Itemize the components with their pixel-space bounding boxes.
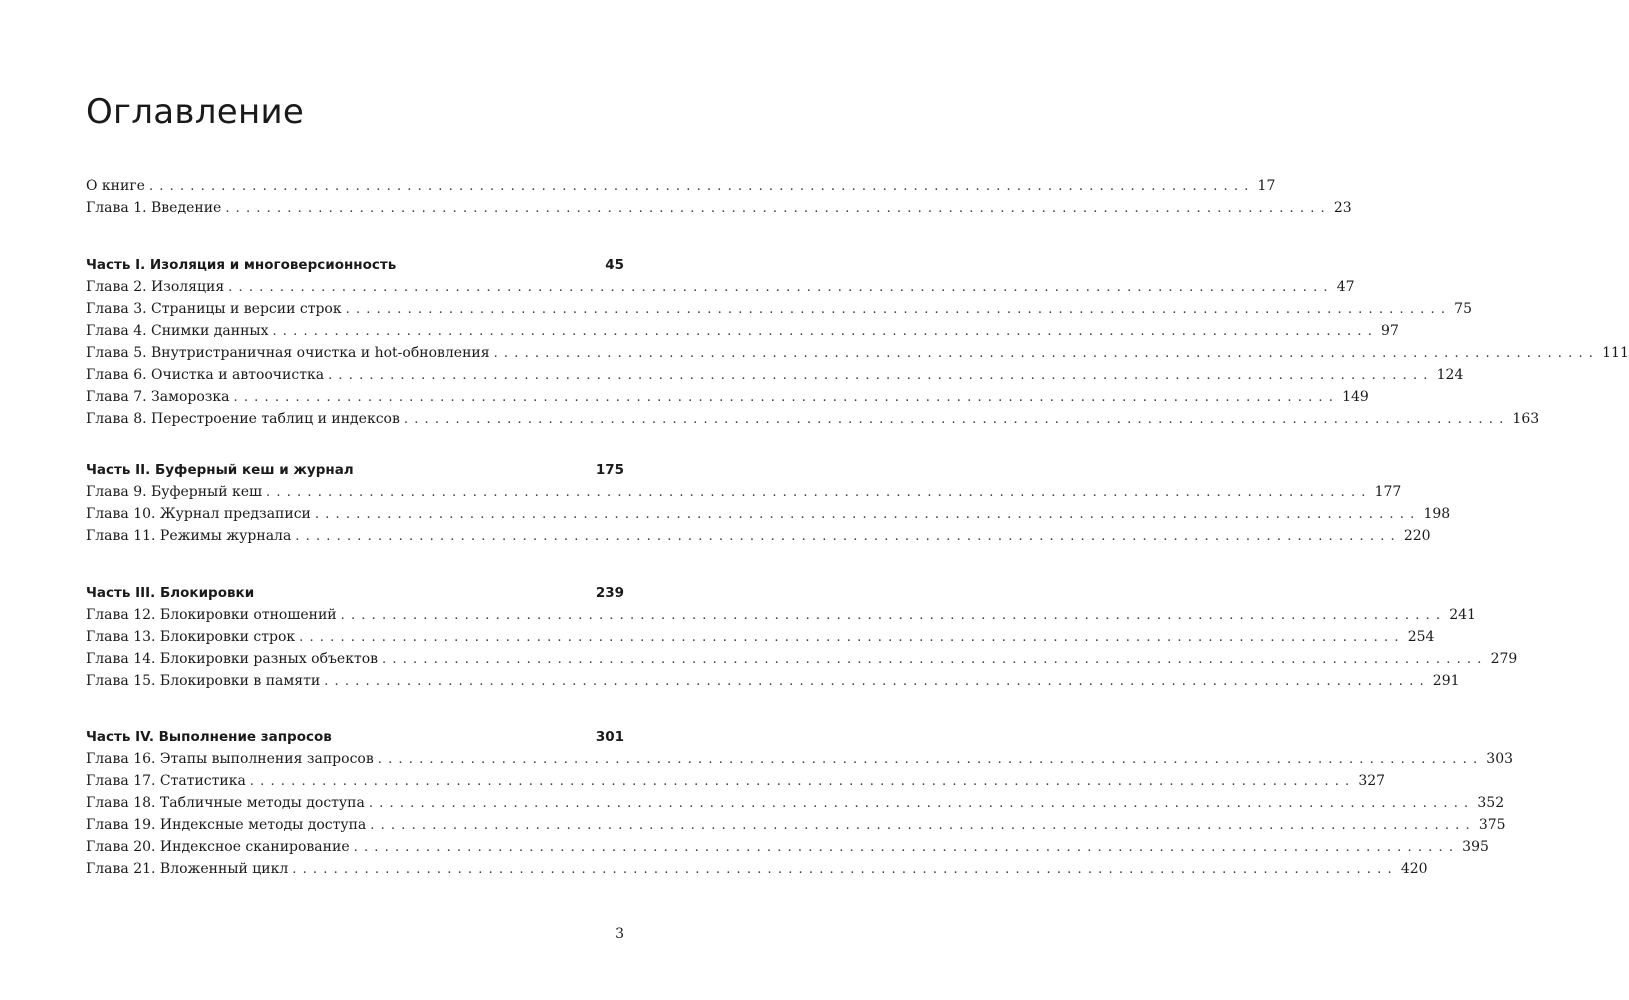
dot-leader: ........................................................................................................... <box>228 280 1334 295</box>
toc-entry[interactable] <box>86 670 1460 692</box>
toc-entry[interactable] <box>86 342 1629 364</box>
toc-entry[interactable] <box>86 792 1505 814</box>
toc-entry-page: 420 <box>1400 861 1428 877</box>
toc-entry-label: Глава 6. Очистка и автоочистка <box>86 367 325 383</box>
toc-entry-label: Глава 8. Перестроение таблиц и индексов <box>86 411 400 427</box>
toc-part-title: Часть I. Изоляция и многоверсионность <box>86 257 397 273</box>
toc-entry-label: Глава 17. Статистика <box>86 773 246 789</box>
toc-entry-page: 254 <box>1407 629 1435 645</box>
toc-entry-label: Глава 15. Блокировки в памяти <box>86 673 321 689</box>
toc-part-3 <box>86 582 1518 692</box>
toc-entry-page: 352 <box>1477 795 1505 811</box>
toc-entry[interactable] <box>86 604 1476 626</box>
dot-leader: ........................................................................................................... <box>328 368 1434 383</box>
toc-entry[interactable] <box>86 836 1489 858</box>
dot-leader: ........................................................................................................... <box>340 608 1447 623</box>
dot-leader: ........................................................................................................... <box>370 818 1476 833</box>
toc-entry-page: 395 <box>1462 839 1489 855</box>
dot-leader: ........................................................................................................... <box>324 674 1430 689</box>
toc-part-heading[interactable] <box>86 726 624 748</box>
toc-entry[interactable] <box>86 814 1506 836</box>
toc-entry-label: Глава 10. Журнал предзаписи <box>86 506 311 522</box>
toc-part-heading[interactable] <box>86 582 624 604</box>
toc-entry-page: 241 <box>1449 607 1476 623</box>
toc-entry[interactable] <box>86 748 1514 770</box>
dot-leader: ........................................................................................................... <box>225 201 1331 216</box>
dot-leader: ........................................................................................................... <box>295 529 1401 544</box>
toc-entry[interactable] <box>86 276 1355 298</box>
toc-entry-label: Глава 2. Изоляция <box>86 279 225 295</box>
toc-entry-page: 303 <box>1486 751 1514 767</box>
toc-entry-page: 279 <box>1490 651 1518 667</box>
toc-entry-label: Глава 12. Блокировки отношений <box>86 607 337 623</box>
toc-entry[interactable] <box>86 626 1435 648</box>
toc-entry-page: 220 <box>1403 528 1431 544</box>
toc-entry-page: 124 <box>1436 367 1464 383</box>
dot-leader: ........................................................................................................... <box>382 652 1488 667</box>
dot-leader: ........................................................................................................... <box>493 346 1600 361</box>
toc-entry[interactable] <box>86 386 1369 408</box>
dot-leader: ........................................................................................................... <box>292 862 1398 877</box>
toc-part-title: Часть IV. Выполнение запросов <box>86 729 332 745</box>
toc-entry-page: 75 <box>1454 301 1472 317</box>
toc-entry-label: Глава 5. Внутристраничная очистка и hot-обновления <box>86 345 490 361</box>
toc-entry[interactable] <box>86 525 1431 547</box>
toc-entry-page: 111 <box>1602 345 1629 361</box>
toc-entry-page: 177 <box>1374 484 1402 500</box>
toc-entry[interactable] <box>86 770 1386 792</box>
dot-leader: ........................................................................................................... <box>299 630 1405 645</box>
dot-leader: ........................................................................................................... <box>345 302 1452 317</box>
dot-leader: ........................................................................................................... <box>249 774 1356 789</box>
toc-entry[interactable] <box>86 648 1518 670</box>
dot-leader: ........................................................................................................... <box>233 390 1340 405</box>
toc-entry-label: Глава 3. Страницы и версии строк <box>86 301 342 317</box>
toc-part-page: 45 <box>605 257 624 273</box>
toc-entry-label: О книге <box>86 178 145 194</box>
toc-entry[interactable] <box>86 408 1540 430</box>
toc-entry[interactable] <box>86 858 1428 880</box>
toc-entry-page: 17 <box>1257 178 1276 194</box>
toc-entry[interactable] <box>86 503 1451 525</box>
toc-entry-label: Глава 14. Блокировки разных объектов <box>86 651 379 667</box>
toc-entry-page: 327 <box>1358 773 1386 789</box>
toc-entry-page: 23 <box>1333 200 1352 216</box>
dot-leader: ........................................................................................................... <box>368 796 1475 811</box>
toc-entry-label: Глава 16. Этапы выполнения запросов <box>86 751 374 767</box>
toc-entry-label: Глава 1. Введение <box>86 200 222 216</box>
toc-entry-page: 291 <box>1432 673 1460 689</box>
toc-entry[interactable] <box>86 481 1402 503</box>
dot-leader: ........................................................................................................... <box>266 485 1372 500</box>
dot-leader: ........................................................................................................... <box>353 840 1460 855</box>
toc-entry-page: 163 <box>1512 411 1540 427</box>
dot-leader: ........................................................................................................... <box>148 179 1255 194</box>
toc-entry-label: Глава 7. Заморозка <box>86 389 230 405</box>
toc-entry[interactable] <box>86 197 1352 219</box>
toc-entry-label: Глава 18. Табличные методы доступа <box>86 795 365 811</box>
toc-part-title: Часть II. Буферный кеш и журнал <box>86 462 354 478</box>
toc-entry[interactable] <box>86 175 1276 197</box>
toc-entry[interactable] <box>86 320 1399 342</box>
page-number: 3 <box>615 926 624 942</box>
toc-entry-label: Глава 20. Индексное сканирование <box>86 839 350 855</box>
toc-part-page: 301 <box>595 729 624 745</box>
toc-part-4 <box>86 726 1514 880</box>
dot-leader: ........................................................................................................... <box>314 507 1421 522</box>
toc-part-heading[interactable] <box>86 459 624 481</box>
toc-entry-label: Глава 21. Вложенный цикл <box>86 861 289 877</box>
toc-entry-page: 149 <box>1342 389 1369 405</box>
toc-entry-page: 375 <box>1478 817 1506 833</box>
dot-leader: ........................................................................................................... <box>377 752 1484 767</box>
toc-part-2 <box>86 459 1451 547</box>
toc-part-page: 175 <box>595 462 624 478</box>
toc-entry-label: Глава 13. Блокировки строк <box>86 629 296 645</box>
dot-leader: ........................................................................................................... <box>272 324 1379 339</box>
toc-part-page: 239 <box>595 585 624 601</box>
toc-intro <box>86 175 1352 219</box>
dot-leader: ........................................................................................................... <box>403 412 1510 427</box>
toc-entry-label: Глава 9. Буферный кеш <box>86 484 263 500</box>
toc-entry-label: Глава 4. Снимки данных <box>86 323 269 339</box>
toc-entry-page: 198 <box>1423 506 1451 522</box>
toc-part-title: Часть III. Блокировки <box>86 585 255 601</box>
toc-entry-label: Глава 19. Индексные методы доступа <box>86 817 367 833</box>
toc-entry-page: 97 <box>1381 323 1399 339</box>
toc-part-heading[interactable] <box>86 254 624 276</box>
page-title: Оглавление <box>86 92 305 132</box>
toc-entry[interactable] <box>86 298 1472 320</box>
toc-entry[interactable] <box>86 364 1464 386</box>
toc-entry-page: 47 <box>1336 279 1355 295</box>
toc-entry-label: Глава 11. Режимы журнала <box>86 528 292 544</box>
toc-part-1 <box>86 254 1629 430</box>
